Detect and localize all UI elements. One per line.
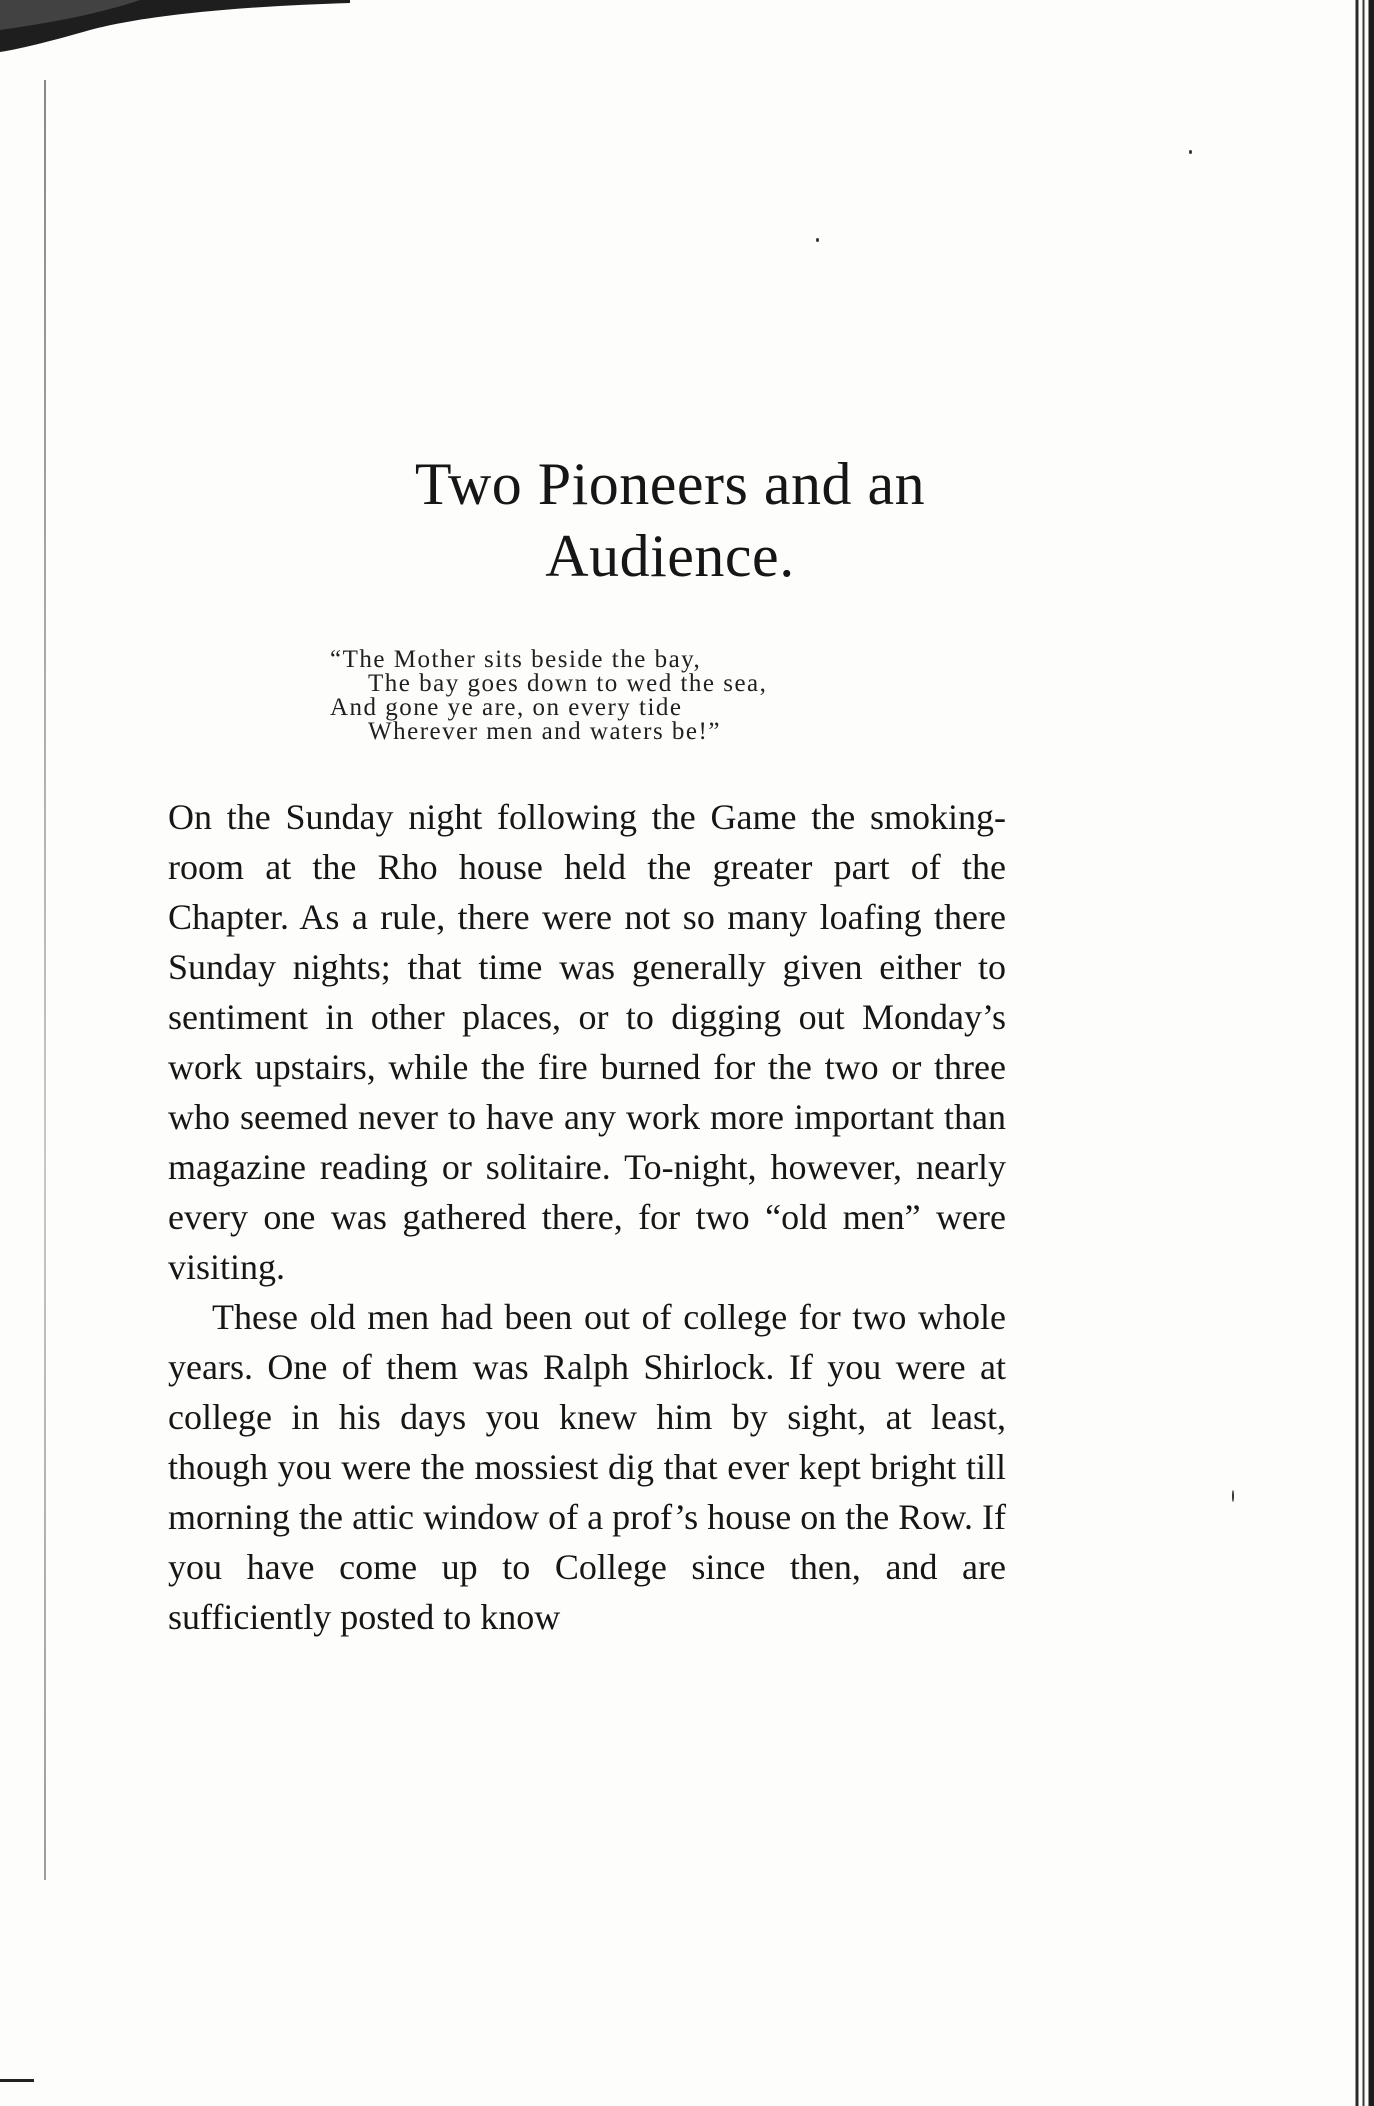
chapter-title-line: Two Pioneers and an bbox=[414, 451, 926, 517]
epigraph-line: “The Mother sits beside the bay, bbox=[330, 646, 702, 673]
scan-mark bbox=[0, 2079, 34, 2082]
chapter-title bbox=[170, 448, 1170, 592]
scan-shadow-corner bbox=[0, 0, 350, 60]
epigraph-line: The bay goes down to wed the sea, bbox=[368, 670, 768, 697]
paragraph: On the Sunday night following the Game the smoking-room at the Rho house held the greater part of the Chapter. As a rule, there were not so many loafing there Sunday nights; that time was generally given either to sentiment in other places, or to digging out Monday’s work upstairs, while the fire burned for the two or three who seemed never to have any work more important than magazine reading or solitaire. To-night, however, nearly every one was gathered there, for two “old men” were visiting. bbox=[168, 797, 1006, 1287]
scan-speck bbox=[1189, 150, 1192, 154]
paragraph: These old men had been out of college for two whole years. One of them was Ralph Shirlock. If you were at college in his days you knew him by sight, at least, though you were the mossiest dig that ever kept bright till morning the attic window of a prof’s house on the Row. If you have come up to College since then, and are sufficiently posted to know bbox=[168, 1297, 1006, 1637]
chapter-title-line: Audience. bbox=[545, 523, 795, 589]
epigraph-line: And gone ye are, on every tide bbox=[330, 694, 683, 721]
scan-speck bbox=[816, 238, 819, 242]
body-text bbox=[168, 792, 1006, 1642]
epigraph bbox=[330, 648, 890, 744]
page-right-binding-edge bbox=[1352, 0, 1374, 2106]
page-left-edge-line bbox=[44, 80, 46, 1880]
epigraph-line: Wherever men and waters be!” bbox=[368, 718, 721, 745]
scan-speck bbox=[1232, 1490, 1234, 1502]
